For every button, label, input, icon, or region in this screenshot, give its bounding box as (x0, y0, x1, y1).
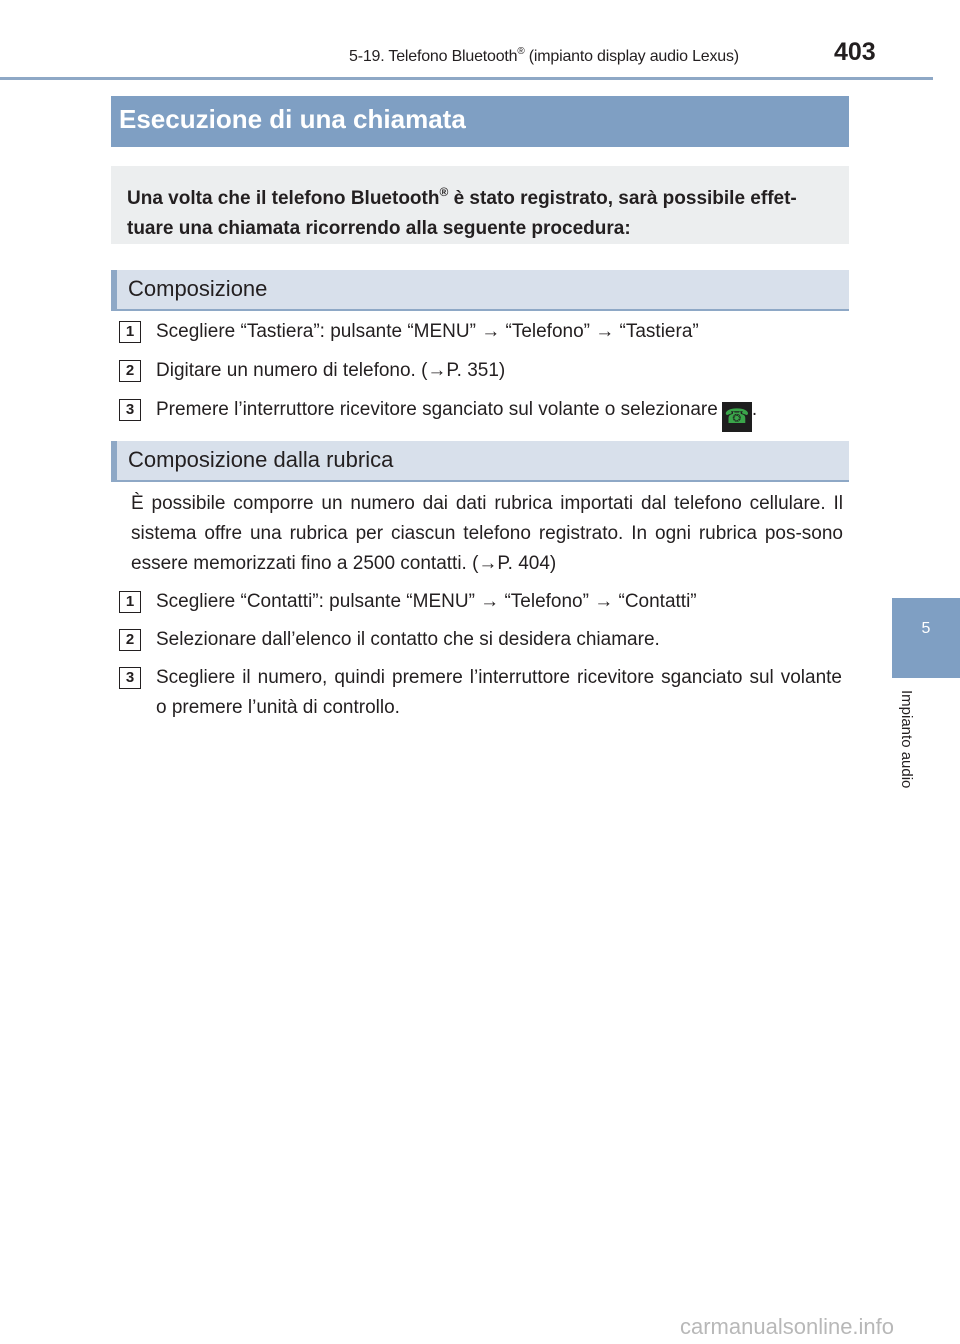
step-text: Scegliere “Contatti”: pulsante “MENU” → “Telefono” → “Contatti” (156, 591, 697, 612)
chapter-tab (892, 598, 960, 678)
phonebook-paragraph: È possibile comporre un numero dai dati rubrica importati dal telefono cellulare. Il sistema offre una rubrica per ciascun telefono registrato. In ogni rubrica pos-sono essere memorizzati fino a 2500 contatti. (→P. 404) (131, 493, 843, 574)
subheading-dialing-title: Composizione (128, 276, 268, 301)
step-text: Scegliere il numero, quindi premere l’interruttore ricevitore sganciato sul volante o premere l’unità di controllo. (156, 667, 842, 718)
step-text: Digitare un numero di telefono. (→P. 351) (156, 360, 506, 381)
watermark: carmanualsonline.info (680, 1314, 895, 1339)
page-number: 403 (834, 38, 876, 66)
subheading-dialing (111, 270, 849, 311)
step-text-suffix: . (751, 399, 758, 420)
step-number: 2 (119, 360, 141, 382)
intro-box (111, 166, 849, 244)
chapter-number: 5 (921, 620, 931, 637)
section-banner (111, 96, 849, 147)
step-number: 3 (119, 399, 141, 421)
chapter-label: Impianto audio (898, 690, 915, 789)
header-rule (0, 77, 933, 80)
intro-part1: Una volta che il telefono Bluetooth (127, 188, 440, 209)
running-header-title: 5-19. Telefono Bluetooth (349, 48, 518, 65)
intro-part2: è stato registrato, sarà possibile effet-tuare una chiamata ricorrendo alla seguente procedura: (127, 188, 797, 239)
step-number: 3 (119, 667, 141, 689)
step-text: Scegliere “Tastiera”: pulsante “MENU” → “Telefono” → “Tastiera” (156, 321, 699, 342)
subheading-phonebook-title: Composizione dalla rubrica (128, 447, 394, 472)
running-header-suffix: (impianto display audio Lexus) (524, 48, 739, 65)
intro-text (127, 177, 839, 244)
step-text-main: Premere l’interruttore ricevitore sganciato sul volante o selezionare (156, 399, 718, 420)
step-number: 1 (119, 591, 141, 613)
step-number: 1 (119, 321, 141, 343)
registered-mark: ® (517, 46, 525, 57)
intro-registered-mark: ® (439, 185, 449, 199)
subheading-bar (111, 441, 117, 480)
section-title: Esecuzione di una chiamata (119, 104, 466, 134)
step-text: Selezionare dall’elenco il contatto che si desidera chiamare. (156, 629, 660, 650)
subheading-phonebook (111, 441, 849, 482)
subheading-bar (111, 270, 117, 309)
step-text (156, 395, 842, 432)
phone-handset-icon: ☎ (722, 402, 752, 432)
running-header (349, 46, 739, 66)
step-number: 2 (119, 629, 141, 651)
